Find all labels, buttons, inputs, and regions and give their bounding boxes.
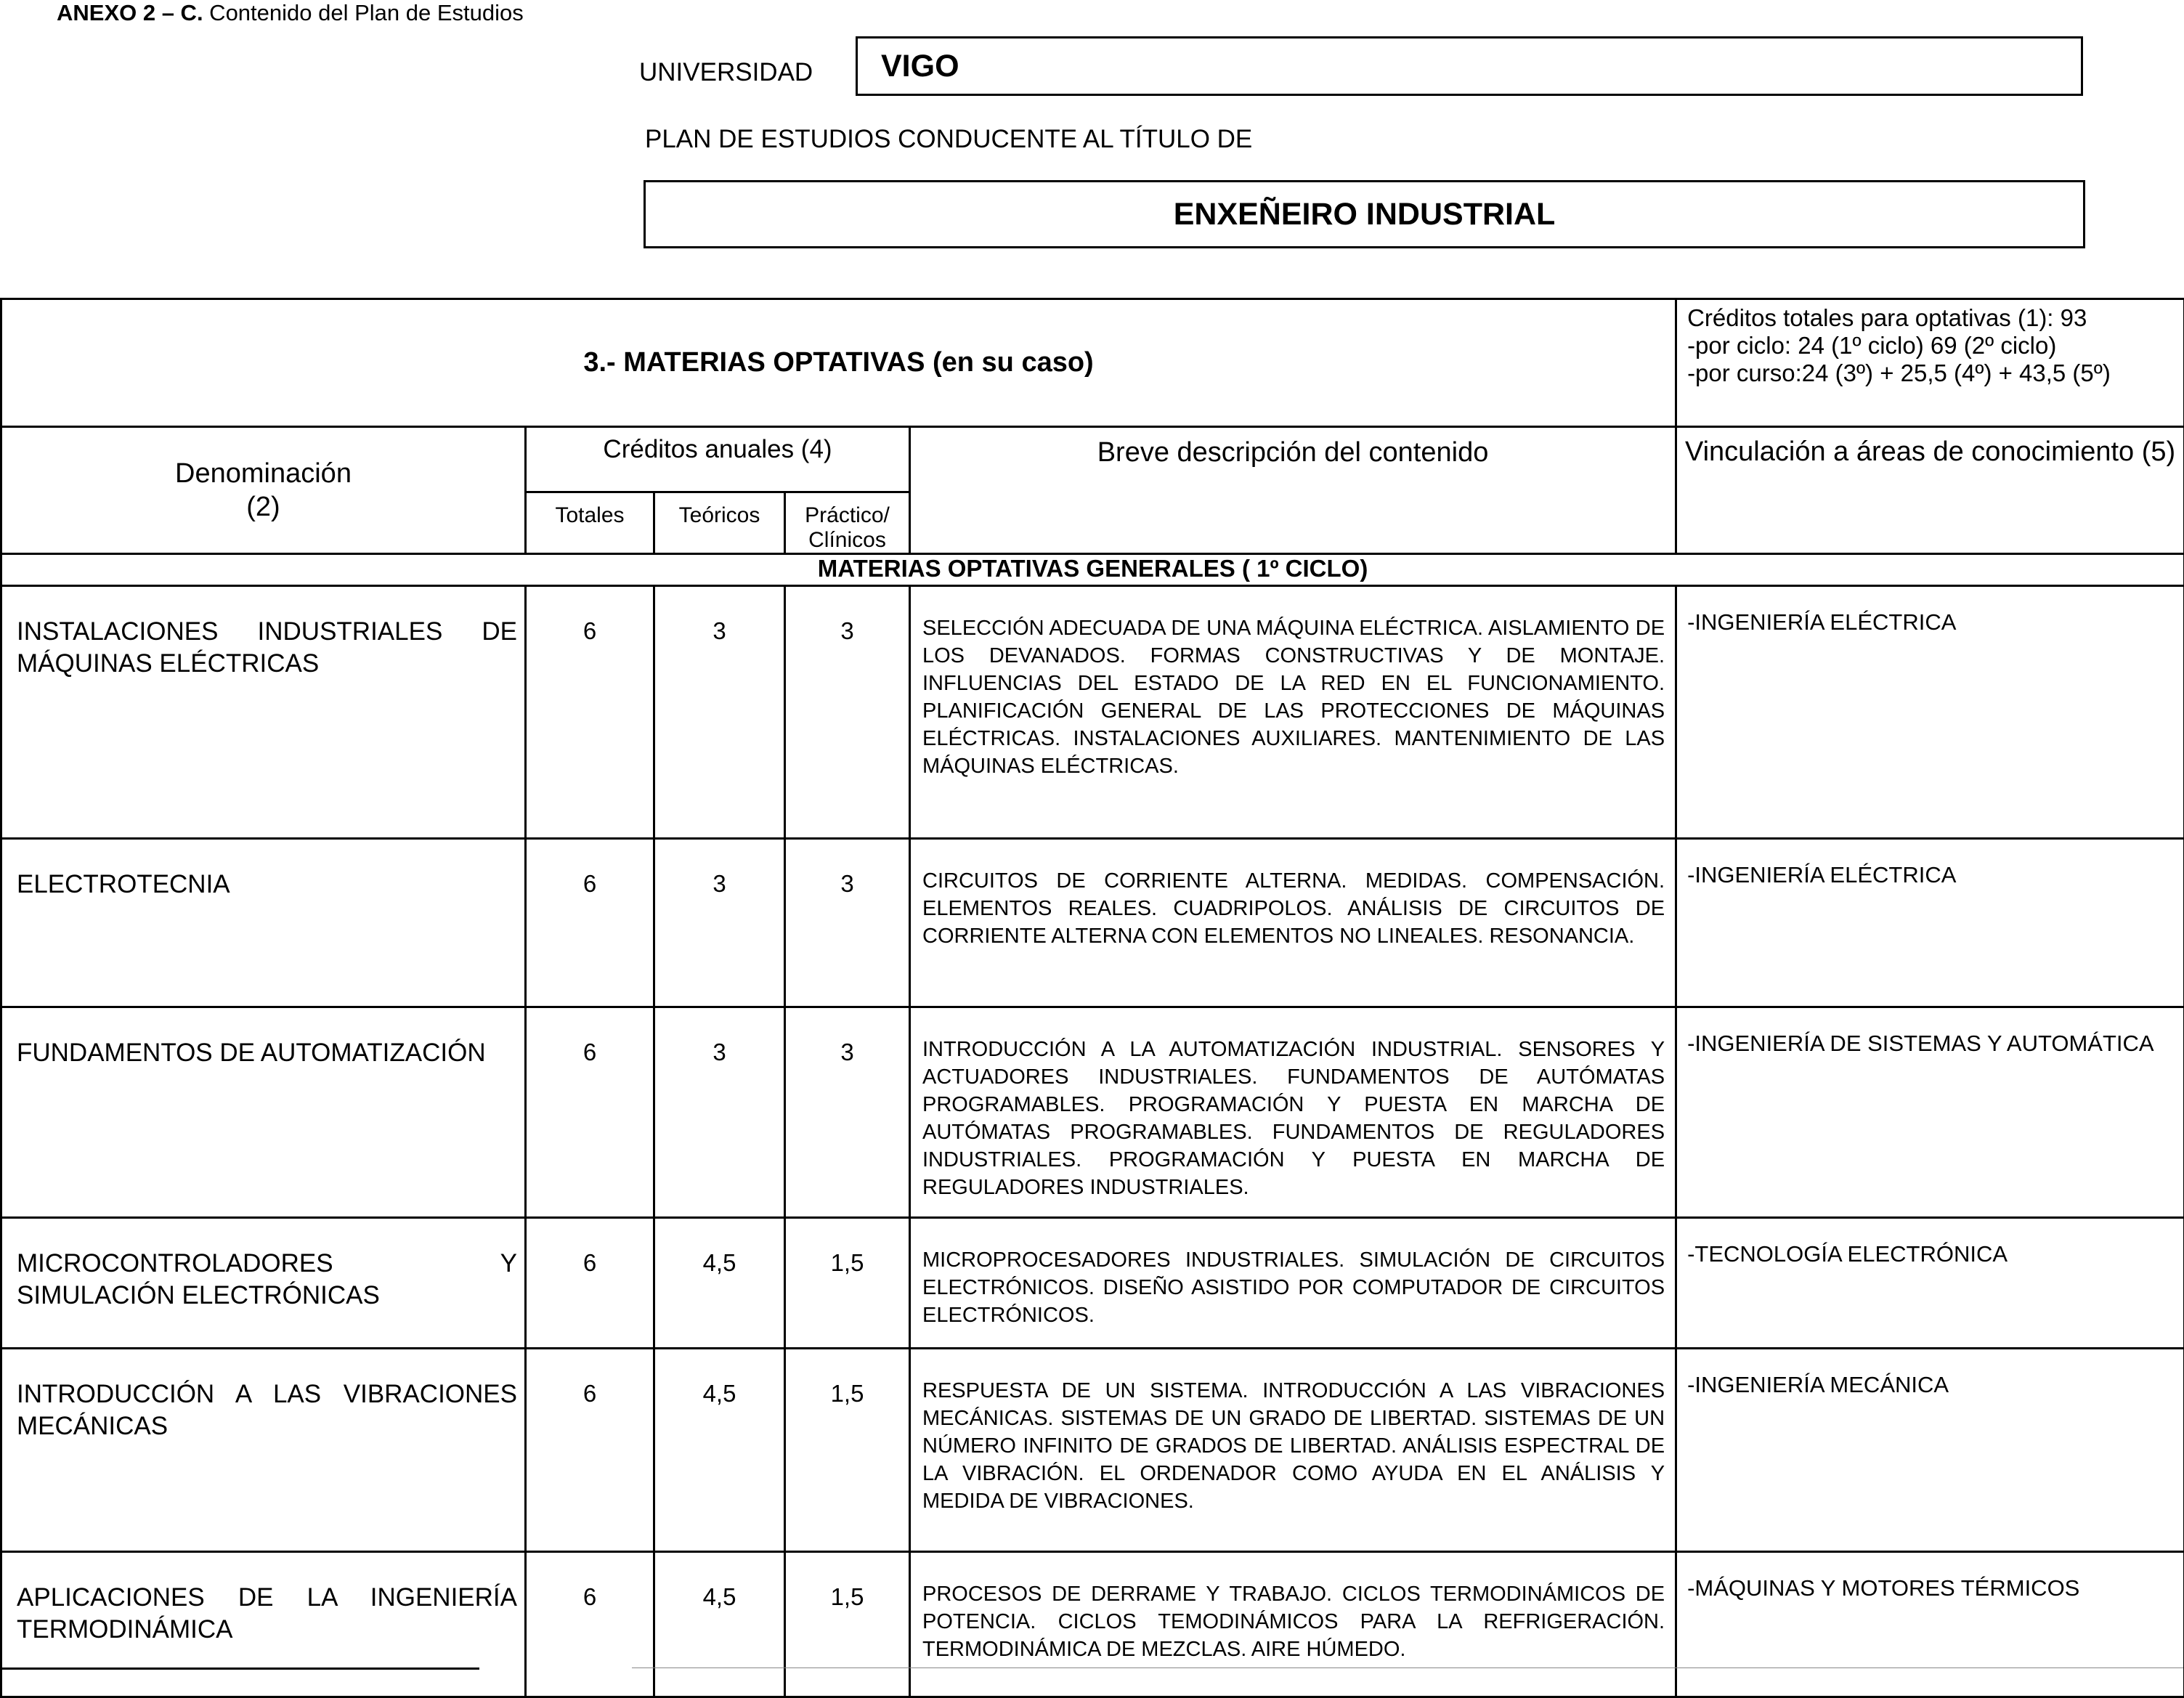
credits-practicos: 1,5 [785,1349,910,1552]
knowledge-area: -MÁQUINAS Y MOTORES TÉRMICOS [1676,1552,2184,1697]
column-header-denominacion [1,427,526,554]
annex-heading [57,0,524,26]
column-header-vinculacion: Vinculación a áreas de conocimiento (5) [1676,427,2184,554]
credits-practicos: 1,5 [785,1218,910,1349]
column-header-descripcion: Breve descripción del contenido [910,427,1676,554]
table-row [1,1218,2184,1349]
knowledge-area: -INGENIERÍA ELÉCTRICA [1676,839,2184,1007]
university-value: VIGO [856,36,2083,96]
denominacion-label: Denominación [2,457,524,490]
subject-description: SELECCIÓN ADECUADA DE UNA MÁQUINA ELÉCTRICA. AISLAMIENTO DE LOS DEVANADOS. FORMAS CONSTRUCTIVAS Y DE MONTAJE. INFLUENCIAS DEL ESTADO DE LA RED EN EL FUNCIONAMIENTO. PLANIFICACIÓN GENERAL DE LAS PROTECCIONES DE MÁQUINAS ELÉCTRICAS. INSTALACIONES AUXILIARES. MANTENIMIENTO DE LAS MÁQUINAS ELÉCTRICAS. [910,586,1676,839]
footer-rule-light [632,1667,2183,1668]
credits-teoricos: 3 [654,1007,785,1218]
credits-practicos: 3 [785,839,910,1007]
practico-label: Práctico/ [786,503,909,528]
annex-label: ANEXO 2 – C. [57,0,203,25]
credits-summary [1676,299,2184,427]
credits-teoricos: 3 [654,586,785,839]
subject-description: MICROPROCESADORES INDUSTRIALES. SIMULACIÓN DE CIRCUITOS ELECTRÓNICOS. DISEÑO ASISTIDO POR COMPUTADOR DE CIRCUITOS ELECTRÓNICOS. [910,1218,1676,1349]
table-row [1,1349,2184,1552]
subject-description: INTRODUCCIÓN A LA AUTOMATIZACIÓN INDUSTRIAL. SENSORES Y ACTUADORES INDUSTRIALES. FUNDAMENTOS DE AUTÓMATAS PROGRAMABLES. PROGRAMACIÓN Y PUESTA EN MARCHA DE AUTÓMATAS PROGRAMABLES. FUNDAMENTOS DE REGULADORES INDUSTRIALES. PROGRAMACIÓN Y PUESTA EN MARCHA DE REGULADORES INDUSTRIALES. [910,1007,1676,1218]
group-subheader: MATERIAS OPTATIVAS GENERALES ( 1º CICLO) [1,554,2184,586]
plan-label: PLAN DE ESTUDIOS CONDUCENTE AL TÍTULO DE [645,125,1252,154]
credits-totales: 6 [526,1349,654,1552]
optional-subjects-table [0,298,2184,1698]
university-label: UNIVERSIDAD [639,58,813,87]
credits-practicos: 3 [785,586,910,839]
table-row [1,1007,2184,1218]
column-header-totales: Totales [526,492,654,554]
credits-totales: 6 [526,586,654,839]
denominacion-note: (2) [2,490,524,524]
subject-description: RESPUESTA DE UN SISTEMA. INTRODUCCIÓN A LAS VIBRACIONES MECÁNICAS. SISTEMAS DE UN GRADO DE LIBERTAD. SISTEMAS DE UN NÚMERO INFINITO DE GRADOS DE LIBERTAD. ANÁLISIS ESPECTRAL DE LA VIBRACIÓN. EL ORDENADOR COMO AYUDA EN EL ANÁLISIS Y MEDIDA DE VIBRACIONES. [910,1349,1676,1552]
knowledge-area: -INGENIERÍA DE SISTEMAS Y AUTOMÁTICA [1676,1007,2184,1218]
credits-teoricos: 4,5 [654,1552,785,1697]
subject-name: ELECTROTECNIA [1,839,526,1007]
credits-practicos: 3 [785,1007,910,1218]
credits-totales: 6 [526,1007,654,1218]
credits-total: Créditos totales para optativas (1): 93 [1687,304,2173,332]
column-header-practicos [785,492,910,554]
knowledge-area: -TECNOLOGÍA ELECTRÓNICA [1676,1218,2184,1349]
knowledge-area: -INGENIERÍA MECÁNICA [1676,1349,2184,1552]
subject-description: PROCESOS DE DERRAME Y TRABAJO. CICLOS TERMODINÁMICOS DE POTENCIA. CICLOS TEMODINÁMICOS PARA LA REFRIGERACIÓN. TERMODINÁMICA DE MEZCLAS. AIRE HÚMEDO. [910,1552,1676,1697]
table-row [1,839,2184,1007]
subject-name: FUNDAMENTOS DE AUTOMATIZACIÓN [1,1007,526,1218]
table-row [1,1552,2184,1697]
footer-rule [0,1667,479,1670]
credits-teoricos: 4,5 [654,1349,785,1552]
subject-name: APLICACIONES DE LA INGENIERÍA TERMODINÁMICA [1,1552,526,1697]
table-row [1,586,2184,839]
column-header-creditos: Créditos anuales (4) [526,427,910,492]
degree-title: ENXEÑEIRO INDUSTRIAL [644,180,2085,248]
credits-practicos: 1,5 [785,1552,910,1697]
annex-text: Contenido del Plan de Estudios [203,0,524,25]
column-header-teoricos: Teóricos [654,492,785,554]
subject-name: INSTALACIONES INDUSTRIALES DE MÁQUINAS ELÉCTRICAS [1,586,526,839]
subject-name: MICROCONTROLADORES Y SIMULACIÓN ELECTRÓNICAS [1,1218,526,1349]
credits-totales: 6 [526,839,654,1007]
credits-teoricos: 4,5 [654,1218,785,1349]
knowledge-area: -INGENIERÍA ELÉCTRICA [1676,586,2184,839]
credits-totales: 6 [526,1218,654,1349]
clinicos-label: Clínicos [786,528,909,553]
credits-per-course: -por curso:24 (3º) + 25,5 (4º) + 43,5 (5º) [1687,359,2173,387]
credits-totales: 6 [526,1552,654,1697]
subject-description: CIRCUITOS DE CORRIENTE ALTERNA. MEDIDAS. COMPENSACIÓN. ELEMENTOS REALES. CUADRIPOLOS. ANÁLISIS DE CIRCUITOS DE CORRIENTE ALTERNA CON ELEMENTOS NO LINEALES. RESONANCIA. [910,839,1676,1007]
credits-teoricos: 3 [654,839,785,1007]
credits-per-cycle: -por ciclo: 24 (1º ciclo) 69 (2º ciclo) [1687,332,2173,359]
subject-name: INTRODUCCIÓN A LAS VIBRACIONES MECÁNICAS [1,1349,526,1552]
section-title: 3.- MATERIAS OPTATIVAS (en su caso) [1,299,1676,427]
